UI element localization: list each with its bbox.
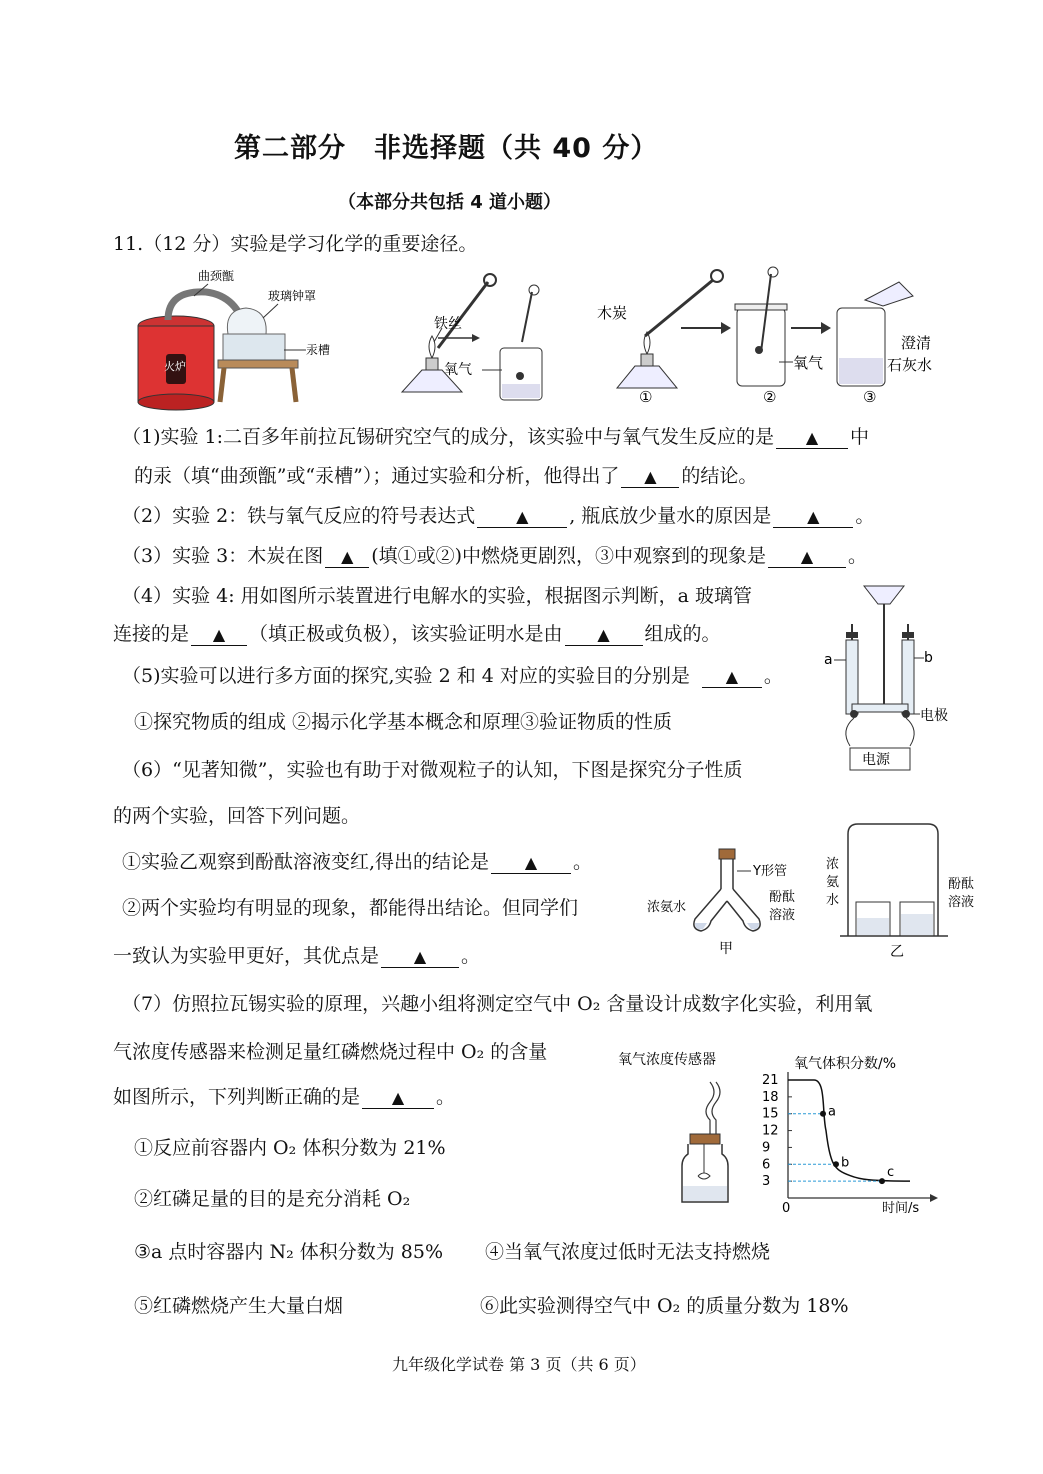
figure-experiment-yi	[822, 820, 987, 962]
part-7-line-1: （7）仿照拉瓦锡实验的原理，兴趣小组将测定空气中 O₂ 含量设计成数字化实验，利用氧	[122, 993, 873, 1015]
experiment-jia-label: 甲	[719, 941, 733, 957]
part-6-line-2: 的两个实验，回答下列问题。	[113, 805, 361, 827]
answer-blank-8[interactable]: ▲	[565, 624, 643, 646]
chart-points	[788, 1105, 894, 1184]
answer-blank-10[interactable]: ▲	[491, 852, 571, 874]
part-7-option-5: ⑤红磷燃烧产生大量白烟	[134, 1295, 344, 1317]
answer-blank-1[interactable]: ▲	[776, 427, 848, 449]
chart-ylabel: 氧气体积分数/%	[794, 1056, 897, 1072]
x-axis-arrow	[930, 1194, 938, 1202]
y-tick-label: 21	[762, 1073, 779, 1088]
part-4-line-2: 连接的是 ▲ （填正极或负极），该实验证明水是由 ▲ 组成的。	[113, 623, 721, 645]
retort-label: 曲颈甑	[198, 269, 235, 283]
ammonia-label-jia: 浓氨水	[647, 900, 687, 915]
part-5: （5)实验可以进行多方面的探究,实验 2 和 4 对应的实验目的分别是 ▲ 。	[122, 665, 783, 687]
figure-experiment-jia	[645, 845, 805, 957]
phenol-label-yi-1: 酚酞	[948, 877, 975, 892]
chart-origin: 0	[782, 1201, 791, 1216]
part-7-option-4: ④当氧气浓度过低时无法支持燃烧	[485, 1241, 771, 1263]
point-c	[879, 1178, 885, 1184]
tube-b-label: b	[924, 650, 933, 666]
part-1-line-2: 的汞（填“曲颈甑”或“汞槽”）；通过实验和分析，他得出了 ▲ 的结论。	[134, 465, 758, 487]
answer-blank-12[interactable]: ▲	[362, 1087, 434, 1109]
oxygen-label: 氧气	[444, 362, 472, 378]
phenol-label-yi-2: 溶液	[948, 895, 975, 910]
limewater-label-2: 石灰水	[887, 356, 933, 374]
answer-blank-4[interactable]: ▲	[773, 506, 853, 528]
phenol-label-jia-2: 溶液	[769, 908, 796, 923]
step-3-label: ③	[863, 388, 877, 406]
ammonia-label-yi-1: 浓	[826, 857, 840, 872]
chart-xlabel: 时间/s	[882, 1201, 920, 1216]
figure-charcoal	[595, 262, 940, 412]
part-1-line-1: （1)实验 1:二百多年前拉瓦锡研究空气的成分，该实验中与氧气发生反应的是 ▲ 中	[122, 426, 870, 448]
answer-blank-5[interactable]: ▲	[325, 546, 369, 568]
y-tick-label: 9	[762, 1140, 771, 1156]
part-7-option-3: ③a 点时容器内 N₂ 体积分数为 85%	[134, 1241, 443, 1263]
power-supply-label: 电源	[862, 752, 890, 768]
part-7-option-1: ①反应前容器内 O₂ 体积分数为 21%	[134, 1137, 446, 1159]
answer-blank-9[interactable]: ▲	[702, 666, 762, 688]
trough-label: 汞槽	[306, 343, 331, 357]
phenol-label-jia-1: 酚酞	[769, 890, 796, 905]
y-tick-label: 12	[762, 1123, 779, 1139]
part-7-option-6: ⑥此实验测得空气中 O₂ 的质量分数为 18%	[480, 1295, 849, 1317]
point-label-a: a	[828, 1104, 836, 1120]
tube-a-label: a	[824, 652, 833, 668]
bell-jar-label: 玻璃钟罩	[268, 289, 317, 303]
experiment-yi-label: 乙	[890, 944, 904, 960]
point-label-b: b	[841, 1155, 850, 1171]
answer-blank-6[interactable]: ▲	[768, 546, 846, 568]
sensor-label: 氧气浓度传感器	[618, 1052, 716, 1068]
answer-blank-7[interactable]: ▲	[191, 624, 247, 646]
question-stem: 11.（12 分）实验是学习化学的重要途径。	[113, 233, 478, 255]
part-7-line-3: 如图所示，下列判断正确的是 ▲ 。	[113, 1086, 456, 1108]
y-tick-label: 18	[762, 1089, 779, 1105]
step-1-label: ①	[639, 388, 653, 406]
ammonia-label-yi-3: 水	[826, 893, 840, 908]
step-2-label: ②	[763, 388, 777, 406]
figure-lavoisier	[128, 262, 338, 412]
point-label-c: c	[887, 1165, 895, 1181]
point-a	[820, 1111, 826, 1117]
part-6-sub-1: ①实验乙观察到酚酞溶液变红,得出的结论是 ▲ 。	[122, 851, 593, 873]
part-7-option-2: ②红磷足量的目的是充分消耗 O₂	[134, 1188, 411, 1210]
figure-iron-wire	[392, 262, 572, 412]
limewater-label-1: 澄清	[901, 334, 932, 352]
oxygen-fraction-chart	[760, 1050, 950, 1220]
charcoal-label: 木炭	[597, 304, 628, 322]
point-b	[833, 1161, 839, 1167]
figure-electrolysis	[820, 580, 960, 776]
electrode-label: 电极	[920, 708, 948, 724]
section-subtitle: （本部分共包括 4 道小题）	[338, 192, 562, 213]
part-3: （3）实验 3：木炭在图 ▲ (填①或②)中燃烧更剧烈，③中观察到的现象是 ▲ 。	[122, 545, 868, 567]
answer-blank-3[interactable]: ▲	[477, 506, 567, 528]
y-tick-label: 15	[762, 1106, 779, 1122]
part-7-line-2: 气浓度传感器来检测足量红磷燃烧过程中 O₂ 的含量	[113, 1041, 548, 1063]
ammonia-label-yi-2: 氨	[826, 875, 840, 890]
part-6-line-1: （6）“见著知微”，实验也有助于对微观粒子的认知，下图是探究分子性质	[122, 759, 743, 781]
part-5-options: ①探究物质的组成 ②揭示化学基本概念和原理③验证物质的性质	[134, 711, 673, 733]
y-tick-label: 3	[762, 1174, 771, 1190]
answer-blank-2[interactable]: ▲	[621, 466, 679, 488]
oxygen-label-3: 氧气	[793, 354, 824, 372]
y-tube-label: Y形管	[753, 864, 787, 879]
part-6-sub-2-cont: 一致认为实验甲更好，其优点是 ▲ 。	[113, 945, 481, 967]
furnace-label: 火炉	[164, 360, 186, 373]
y-tick-label: 6	[762, 1157, 771, 1173]
part-2: （2）实验 2：铁与氧气反应的符号表达式 ▲ , 瓶底放少量水的原因是 ▲ 。	[122, 505, 875, 527]
wire-label: 铁丝	[434, 316, 462, 332]
answer-blank-11[interactable]: ▲	[381, 946, 459, 968]
part-6-sub-2: ②两个实验均有明显的现象，都能得出结论。但同学们	[122, 897, 579, 919]
section-title: 第二部分 非选择题（共 40 分）	[234, 133, 659, 164]
page-footer: 九年级化学试卷 第 3 页（共 6 页）	[392, 1355, 646, 1374]
part-4-line-1: （4）实验 4: 用如图所示装置进行电解水的实验，根据图示判断，a 玻璃管	[122, 585, 753, 607]
figure-sensor-apparatus	[612, 1042, 762, 1212]
